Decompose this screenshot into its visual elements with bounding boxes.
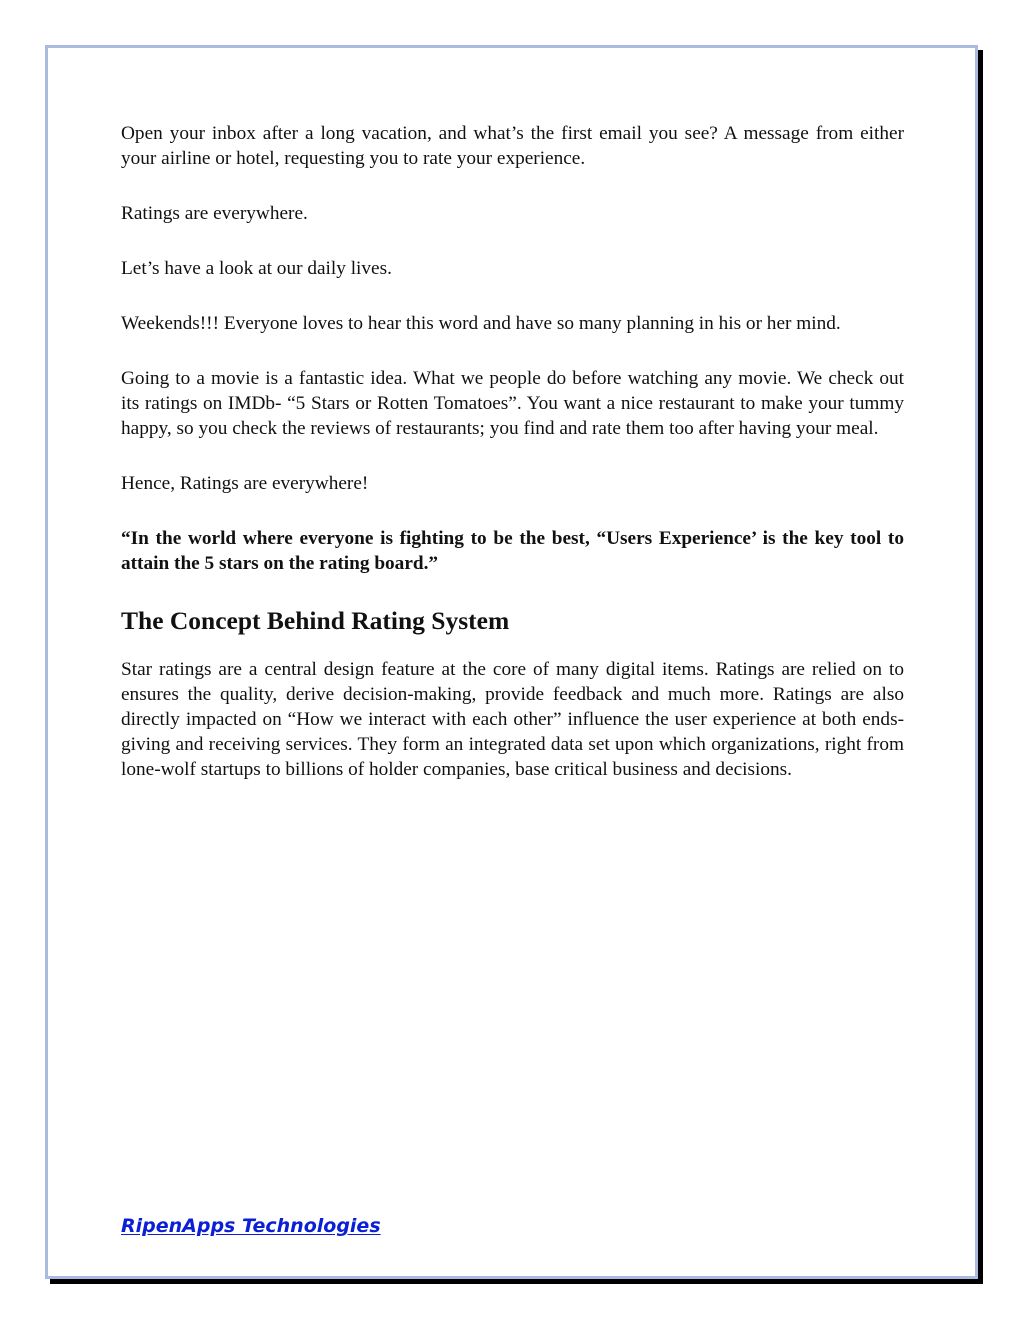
paragraph-hence: Hence, Ratings are everywhere! — [121, 473, 369, 494]
bold-quote: “In the world where everyone is fighting to be the best, “Users Experience’ is the key tool to attain the 5 stars on the rating board.” — [121, 528, 904, 574]
document-body — [121, 121, 904, 782]
section-heading: The Concept Behind Rating System — [121, 606, 510, 635]
paragraph-movie: Going to a movie is a fantastic idea. What we people do before watching any movie. We check out its ratings on IMDb- “5 Stars or Rotten Tomatoes”. You want a nice restaurant to make your tummy happy, so you check the reviews of restaurants; you find and rate them too after having your meal. — [121, 368, 904, 439]
footer-company-link[interactable]: RipenApps Technologies — [121, 1215, 381, 1237]
paragraph-inbox: Open your inbox after a long vacation, and what’s the first email you see? A message from either your airline or hotel, requesting you to rate your experience. — [121, 123, 904, 169]
paragraph-concept: Star ratings are a central design feature at the core of many digital items. Ratings are relied on to ensures the quality, derive decision-making, provide feedback and much more. Ratings are also directly impacted on “How we interact with each other” influence the user experience at both ends- giving and receiving services. They form an integrated data set upon which organizations, right from lone-wolf startups to billions of holder companies, base critical business and decisions. — [121, 659, 904, 780]
paragraph-ratings-everywhere: Ratings are everywhere. — [121, 203, 308, 224]
paragraph-daily-lives: Let’s have a look at our daily lives. — [121, 258, 392, 279]
paragraph-weekends: Weekends!!! Everyone loves to hear this word and have so many planning in his or her mind. — [121, 313, 841, 334]
